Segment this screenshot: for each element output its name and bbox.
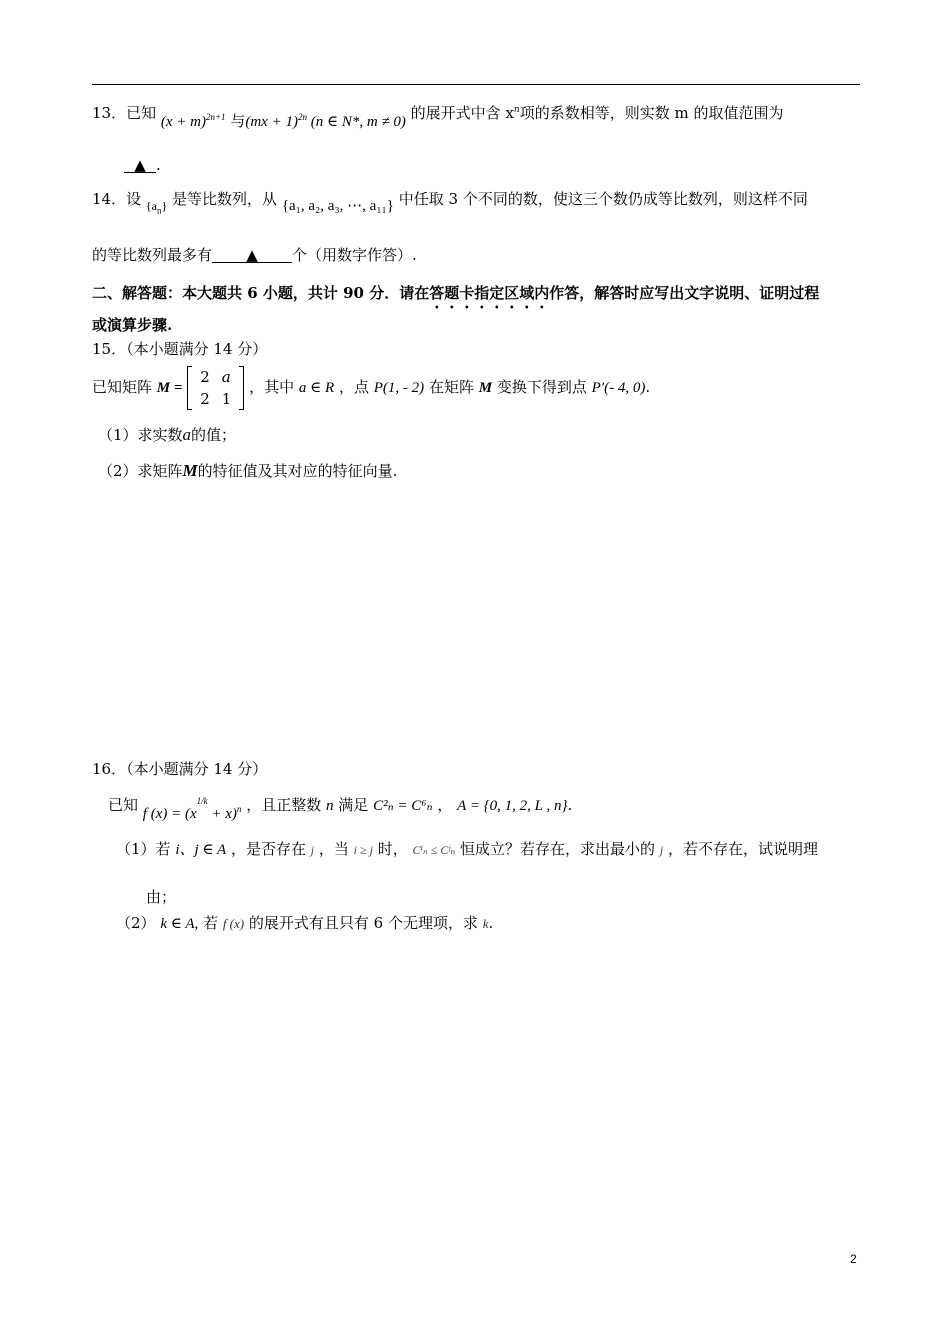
section2-line2: 或演算步骤. xyxy=(92,316,173,334)
q15-m: M xyxy=(478,380,493,396)
section2-text-a: 二、解答题：本大题共 6 小题，共计 90 分．请在 xyxy=(92,284,430,302)
q14-seq: {an} xyxy=(145,199,168,216)
q16-part1-f: 恒成立？若存在，求出最小的 xyxy=(460,840,656,858)
q14-text4: 个（用数字作答）. xyxy=(292,246,417,264)
q16-part2-f: f (x) xyxy=(222,916,245,931)
q16-text2: ，且正整数 xyxy=(246,796,322,814)
q16-part2-c: 若 xyxy=(203,914,219,932)
q13-text2: 项的系数相等，则实数 m 的取值范围为 xyxy=(519,104,784,122)
q16-end: . xyxy=(567,796,573,814)
q15-text2: ，其中 xyxy=(249,378,295,396)
section2-text-b: 答题卡指定区域内 xyxy=(429,284,550,302)
q16-part1-cond: i ≥ j xyxy=(353,843,373,857)
q15-text5: 变换下得到点 xyxy=(496,378,587,396)
q14-answer-blank: ▲ xyxy=(212,248,292,263)
q15-point2: P′(- 4, 0) xyxy=(591,380,646,396)
q15-point: P(1, - 2) xyxy=(373,380,425,396)
q16-part2-k: k xyxy=(482,916,489,931)
matrix-cell: a xyxy=(221,368,231,386)
q15-heading: 15．（本小题满分 14 分） xyxy=(92,340,268,358)
q14-set: {a₁, a₂, a₃, ⋯, a₁₁} xyxy=(281,198,394,214)
q16-part2-a: （2） xyxy=(116,914,156,932)
q16-n: n xyxy=(326,798,334,814)
q16-part2-d: 的展开式有且只有 6 个无理项，求 xyxy=(248,914,478,932)
q16-part1 xyxy=(116,838,818,859)
q13-expr2: (mx + 1)$^{2n}$ (n ∈ N*, m ≠ 0) xyxy=(245,112,406,130)
q16-line1 xyxy=(108,794,573,822)
q16-setA: A = {0, 1, 2, L , n} xyxy=(457,798,568,814)
q16-part1-b: i、j ∈ A xyxy=(175,842,227,858)
q16-fx: f $(x) = (x^{1/k} + x)^n$ xyxy=(142,796,242,822)
q15-part2 xyxy=(98,460,397,481)
section2-text-c: 作答，解答时应写出文字说明、证明过程 xyxy=(549,284,820,302)
q16-part1-d: ，当 xyxy=(318,840,349,858)
q16-part1-a: （1）若 xyxy=(116,840,171,858)
q13-line2 xyxy=(124,156,161,174)
q15-part1-var: a xyxy=(182,425,192,444)
q16-part1-ineq: Cⁱₙ ≤ Cʲₙ xyxy=(412,843,456,857)
page-number: 2 xyxy=(850,1252,857,1266)
q15-cond: a ∈ R xyxy=(298,380,335,396)
q15-matrix xyxy=(187,366,244,410)
q13-end: . xyxy=(156,156,161,174)
q15-part1-text2: 的值； xyxy=(191,426,237,444)
q16-text1: 已知 xyxy=(108,796,139,814)
q13-line1 xyxy=(92,102,784,130)
q13-answer-blank: ▲ xyxy=(124,158,156,173)
header-rule xyxy=(92,84,860,85)
q15-end: . xyxy=(645,378,651,396)
q16-part2-b: k ∈ A, xyxy=(160,916,199,932)
q14-text2: 中任取 3 个不同的数，使这三个数仍成等比数列，则这样不同 xyxy=(398,190,808,208)
q16-part2-e: . xyxy=(488,914,494,932)
q15-part2-text: （2）求矩阵 xyxy=(98,462,183,480)
q15-text1: 已知矩阵 xyxy=(92,378,153,396)
q15-part2-var: M xyxy=(182,461,198,480)
q15-text3: ，点 xyxy=(338,378,369,396)
q14-line2 xyxy=(92,244,417,265)
section2-line1 xyxy=(92,282,819,312)
q16-cond: C²ₙ = C⁶ₙ xyxy=(373,798,433,814)
q14-text3: 的等比数列最多有 xyxy=(92,246,213,264)
q15-matrix-label: M = xyxy=(156,380,183,396)
q15-part1 xyxy=(98,424,236,445)
q15-text4: 在矩阵 xyxy=(428,378,474,396)
q15-part2-text2: 的特征值及其对应的特征向量. xyxy=(197,462,398,480)
q14-text1: 是等比数列，从 xyxy=(172,190,278,208)
q16-part1-g: ，若不存在，试说明理 xyxy=(667,840,818,858)
q14-number: 14．设 xyxy=(92,190,142,208)
q16-heading: 16．（本小题满分 14 分） xyxy=(92,760,268,778)
q16-part1-c: ，是否存在 xyxy=(230,840,306,858)
q13-number: 13．已知 xyxy=(92,104,157,122)
q13-text: 的展开式中含 x xyxy=(410,104,514,122)
q16-part2 xyxy=(116,912,493,933)
q14-line1 xyxy=(92,188,808,216)
q16-part1-j: j xyxy=(310,843,315,857)
q16-part1-e: 时， xyxy=(377,840,408,858)
matrix-cell: 1 xyxy=(221,390,232,408)
q13-xexp: n xyxy=(513,105,520,115)
q15-line1 xyxy=(92,366,650,410)
matrix-cell: 2 xyxy=(200,368,210,386)
q16-part1-j2: j xyxy=(659,843,664,857)
q16-part1-h: 由； xyxy=(146,888,177,906)
q13-conj: 与 xyxy=(230,114,246,130)
q16-text3: 满足 xyxy=(338,796,369,814)
q13-expr1: $(x + m)^{2n+1}$ xyxy=(160,112,226,130)
q16-text4: ， xyxy=(437,796,453,814)
q15-part1-text: （1）求实数 xyxy=(98,426,183,444)
matrix-cell: 2 xyxy=(200,390,210,408)
